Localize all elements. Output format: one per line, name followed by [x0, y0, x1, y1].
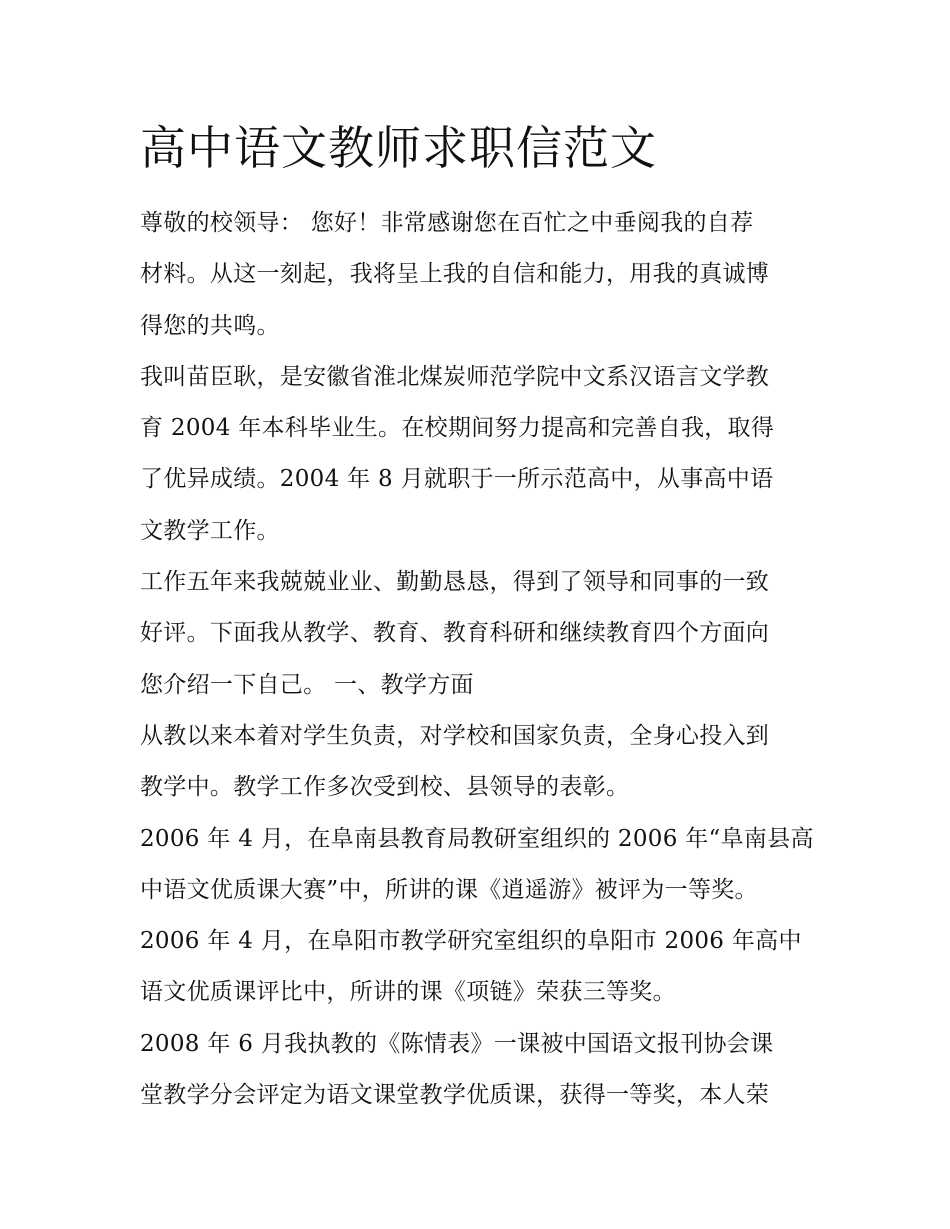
- text-line: 中语文优质课大赛”中，所讲的课《逍遥游》被评为一等奖。: [140, 876, 758, 903]
- text-line: 您介绍一下自己。 一、教学方面: [140, 671, 474, 698]
- text-line: 工作五年来我兢兢业业、勤勤恳恳，得到了领导和同事的一致: [140, 569, 770, 596]
- text-line: 好评。下面我从教学、教育、教育科研和继续教育四个方面向: [140, 620, 770, 647]
- text-line: 2008 年 6 月我执教的《陈情表》一课被中国语文报刊协会课: [140, 1030, 774, 1057]
- document-body: [140, 198, 820, 1121]
- text-line: 材料。从这一刻起，我将呈上我的自信和能力，用我的真诚博: [140, 261, 770, 288]
- text-line: 语文优质课评比中，所讲的课《项链》荣获三等奖。: [140, 979, 676, 1006]
- text-line: 堂教学分会评定为语文课堂教学优质课，获得一等奖，本人荣: [140, 1082, 770, 1109]
- text-line: 从教以来本着对学生负责，对学校和国家负责，全身心投入到: [140, 722, 770, 749]
- text-line: 文教学工作。: [140, 517, 280, 544]
- text-line: 尊敬的校领导： 您好！非常感谢您在百忙之中垂阅我的自荐: [140, 210, 754, 236]
- document-title: 高中语文教师求职信范文: [140, 121, 657, 175]
- text-line: 2006 年 4 月，在阜阳市教学研究室组织的阜阳市 2006 年高中: [140, 928, 802, 955]
- text-line: 育 2004 年本科毕业生。在校期间努力提高和完善自我，取得: [140, 415, 775, 442]
- text-line: 教学中。教学工作多次受到校、县领导的表彰。: [140, 774, 630, 801]
- text-line: 得您的共鸣。: [140, 312, 280, 339]
- text-line: 了优异成绩。2004 年 8 月就职于一所示范高中，从事高中语: [140, 466, 774, 493]
- text-line: 2006 年 4 月，在阜南县教育局教研室组织的 2006 年“阜南县高: [140, 825, 814, 852]
- text-line: 我叫苗臣耿，是安徽省淮北煤炭师范学院中文系汉语言文学教: [140, 363, 770, 390]
